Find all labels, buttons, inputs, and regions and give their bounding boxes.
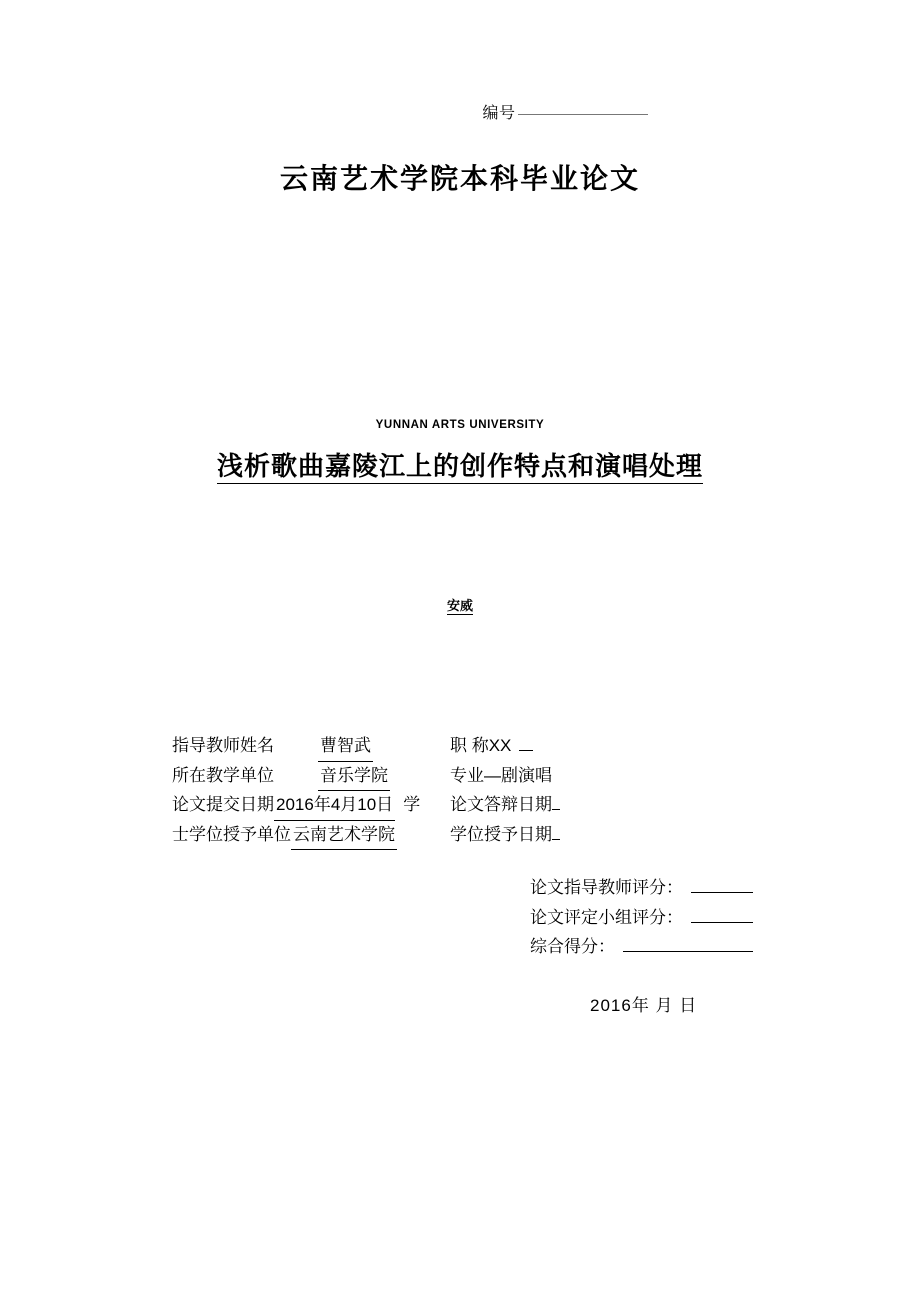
major-field	[450, 761, 552, 791]
major-label: 专业—剧演唱	[450, 765, 552, 785]
department-value[interactable]: 音乐学院	[318, 761, 390, 792]
degree-award-date-value[interactable]	[552, 839, 560, 840]
advisor-label: 指导教师姓名	[172, 736, 274, 755]
score-block	[530, 873, 753, 962]
title-rank-label: 职 称XX	[450, 736, 512, 755]
advisor-score-value[interactable]	[691, 892, 753, 893]
metadata-block	[172, 731, 812, 849]
title-rank-field	[450, 731, 533, 761]
advisor-field	[172, 731, 450, 762]
thesis-title	[0, 446, 920, 483]
degree-institution-field	[172, 820, 450, 851]
university-english-name: YUNNAN ARTS UNIVERSITY	[375, 419, 545, 431]
score-row-committee	[530, 903, 753, 933]
submission-date-value[interactable]: 2016年4月10日	[274, 790, 395, 821]
signature-date: 2016年 月 日	[590, 996, 698, 1015]
serial-number-blank[interactable]	[518, 114, 648, 115]
advisor-score-label: 论文指导教师评分：	[530, 878, 683, 897]
defense-date-value[interactable]	[552, 809, 560, 810]
committee-score-label: 论文评定小组评分：	[530, 907, 683, 927]
score-row-advisor	[530, 873, 753, 903]
degree-award-date-field	[450, 820, 560, 850]
title-rank-value[interactable]	[519, 750, 533, 751]
committee-score-value[interactable]	[691, 922, 753, 923]
degree-award-date-label: 学位授予日期	[450, 824, 552, 844]
serial-number-row	[0, 100, 920, 123]
total-score-value[interactable]	[623, 951, 753, 952]
degree-institution-label: 士学位授予单位	[172, 824, 291, 844]
thesis-title-text: 浅析歌曲嘉陵江上的创作特点和演唱处理	[217, 451, 703, 484]
defense-date-label: 论文答辩日期	[450, 795, 552, 814]
submission-date-field	[172, 790, 450, 821]
degree-institution-value[interactable]: 云南艺术学院	[291, 820, 397, 851]
metadata-row-advisor	[172, 731, 812, 761]
submission-date-suffix: 学	[403, 795, 421, 814]
department-label: 所在教学单位	[172, 765, 274, 785]
total-score-label: 综合得分：	[530, 937, 615, 956]
author-name	[0, 595, 920, 615]
page-title: 云南艺术学院本科毕业论文	[279, 163, 640, 194]
metadata-row-degree-institution	[172, 820, 812, 850]
department-field	[172, 761, 450, 792]
metadata-row-department	[172, 761, 812, 791]
submission-date-label: 论文提交日期	[172, 795, 274, 814]
defense-date-field	[450, 790, 560, 820]
metadata-row-submission-date	[172, 790, 812, 820]
advisor-value[interactable]: 曹智武	[318, 731, 373, 762]
serial-number-group	[482, 100, 647, 123]
serial-number-label: 编号	[482, 105, 516, 122]
score-row-total	[530, 932, 753, 962]
author-name-text: 安威	[446, 598, 473, 613]
